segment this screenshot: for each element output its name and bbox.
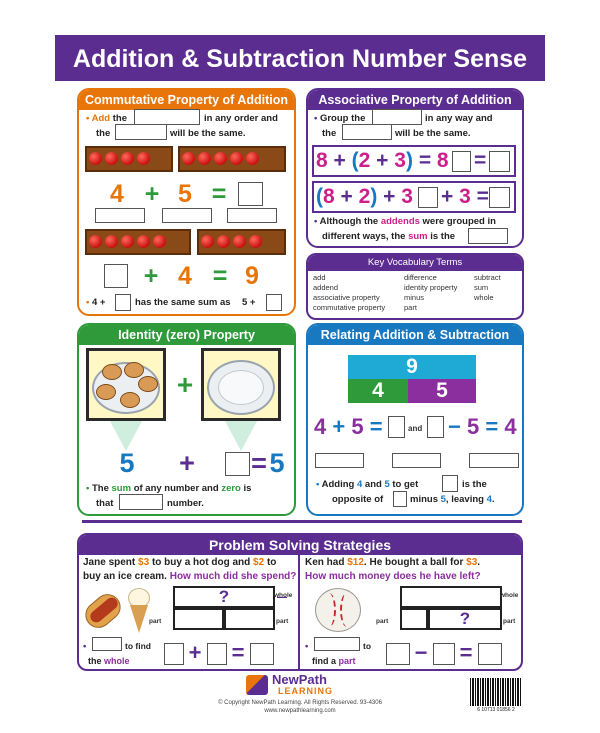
- left-eq-blank-2[interactable]: [207, 643, 227, 665]
- right-question-2: How much money does he have left?: [305, 571, 481, 582]
- commutative-line2-end: will be the same.: [170, 128, 246, 139]
- relating-label-blank-3[interactable]: [469, 453, 519, 468]
- apple-icon: [89, 235, 102, 248]
- comm-label-blank-2[interactable]: [162, 208, 212, 223]
- apple-icon: [153, 235, 166, 248]
- comm-eq1-b: 5: [178, 180, 192, 208]
- logo-text-bottom: LEARNING: [278, 686, 333, 696]
- right-find-to: to: [363, 641, 372, 651]
- beam-left: [110, 421, 142, 451]
- divider: [82, 520, 522, 523]
- left-eq-plus: +: [188, 640, 202, 665]
- plus-sign: +: [176, 369, 194, 400]
- relating-text-blank-2[interactable]: [393, 491, 407, 507]
- apple-icon: [89, 152, 102, 165]
- logo-text-top: NewPath: [272, 672, 327, 687]
- problem-column-divider: [298, 555, 300, 669]
- barcode: [470, 678, 522, 706]
- relating-blank-2[interactable]: [427, 416, 444, 438]
- comm-eq1-answer[interactable]: [238, 182, 263, 206]
- apple-icon: [182, 152, 195, 165]
- assoc-line1: • Group the: [314, 113, 366, 124]
- relating-line1-end: is the: [462, 479, 487, 490]
- cookie-icon: [96, 384, 116, 400]
- associative-heading: Associative Property of Addition: [308, 90, 522, 110]
- vocab-term: sum: [474, 283, 489, 292]
- comm-label-blank-3[interactable]: [227, 208, 277, 223]
- identity-line1: • The sum of any number and zero is: [86, 483, 252, 494]
- vocab-term: subtract: [474, 273, 501, 282]
- vocab-term: add: [313, 273, 326, 282]
- bar-part-1-value: 4: [372, 379, 384, 402]
- apple-icon: [201, 235, 214, 248]
- identity-blank[interactable]: [225, 452, 250, 476]
- right-part-label-2: part: [503, 618, 516, 625]
- assoc-eq1-eq2: =: [474, 149, 487, 172]
- comm-bottom-mid: has the same sum as: [135, 297, 231, 308]
- commutative-line2-the: the: [96, 128, 111, 139]
- comm-bottom-a: • 4 +: [86, 297, 106, 308]
- comm-eq1-a: 4: [110, 180, 124, 208]
- right-model-whole[interactable]: [400, 586, 502, 608]
- cookie-icon: [138, 376, 158, 392]
- apple-icon: [105, 152, 118, 165]
- comm-eq2-op: +: [143, 262, 159, 290]
- baseball-stitch-left: [322, 593, 336, 627]
- problem-heading: Problem Solving Strategies: [79, 535, 521, 555]
- assoc-eq1-answer[interactable]: [489, 151, 510, 172]
- commutative-line1: • Add the: [86, 113, 127, 124]
- apple-icon: [121, 152, 134, 165]
- left-part-label-2: part: [276, 618, 289, 625]
- footer-url: www.newpathlearning.com: [264, 708, 336, 714]
- comm-eq2-blank[interactable]: [104, 264, 128, 288]
- left-find-to: to find: [125, 641, 151, 651]
- apple-icon: [246, 152, 259, 165]
- comm-bottom-blank-1[interactable]: [115, 294, 131, 311]
- left-model-part-2[interactable]: [224, 608, 275, 630]
- relating-eq-right: − 5 = 4: [448, 414, 517, 439]
- relating-text-blank-1[interactable]: [442, 475, 458, 492]
- right-eq-blank-1[interactable]: [386, 643, 410, 665]
- commutative-line1-end: in any order and: [204, 113, 278, 124]
- apple-icon: [249, 235, 262, 248]
- left-eq-answer[interactable]: [250, 643, 274, 665]
- right-answer-label-blank[interactable]: [314, 637, 360, 651]
- commutative-heading: Commutative Property of Addition: [79, 90, 294, 110]
- left-model-unknown: ?: [218, 587, 230, 606]
- right-eq-answer[interactable]: [478, 643, 502, 665]
- left-find-whole: the whole: [88, 656, 130, 666]
- apple-icon: [214, 152, 227, 165]
- right-eq-equals: =: [459, 640, 473, 665]
- comm-eq2-b: 4: [178, 262, 192, 290]
- left-question-2: buy an ice cream. How much did she spend?: [83, 571, 297, 582]
- comm-bottom-blank-2[interactable]: [266, 294, 282, 311]
- cookie-icon: [120, 392, 140, 408]
- assoc-line2-the: the: [322, 128, 337, 139]
- empty-plate-inner: [218, 370, 264, 405]
- comm-eq2-result: 9: [245, 262, 259, 290]
- assoc-eq2-blank-1[interactable]: [418, 187, 438, 208]
- relating-heading: Relating Addition & Subtraction: [308, 325, 522, 345]
- relating-and: and: [408, 424, 423, 433]
- identity-line2-pre: that: [96, 498, 114, 509]
- right-whole-label: whole: [500, 592, 519, 599]
- page-title: Addition & Subtraction Number Sense: [72, 45, 528, 73]
- right-model-part-1[interactable]: [400, 608, 428, 630]
- baseball-stitch-right: [340, 593, 354, 627]
- right-part-label-1: part: [376, 618, 389, 625]
- copyright: © Copyright NewPath Learning. All Rights Reserved. 93-4306: [218, 700, 382, 706]
- word-add: Add: [91, 113, 111, 124]
- comm-eq1-eq: =: [211, 180, 227, 208]
- vocab-term: part: [404, 303, 417, 312]
- left-part-label-1: part: [149, 618, 162, 625]
- bar-part-2-value: 5: [436, 379, 448, 402]
- left-model-part-1[interactable]: [173, 608, 224, 630]
- left-eq-equals: =: [231, 640, 245, 665]
- identity-line2-blank[interactable]: [119, 494, 163, 510]
- comm-eq1-op: +: [144, 180, 160, 208]
- barcode-number: 6 10713 01856 2: [477, 707, 515, 713]
- apple-icon: [198, 152, 211, 165]
- comm-bottom-b: 5 +: [242, 297, 256, 308]
- relating-eq-left: 4 + 5 =: [314, 414, 383, 439]
- identity-line2-end: number.: [167, 498, 204, 509]
- assoc-blank-1[interactable]: [372, 109, 422, 125]
- vocab-term: whole: [474, 293, 494, 302]
- relating-line1: • Adding 4 and 5 to get: [316, 479, 419, 490]
- commutative-blank-1[interactable]: [134, 109, 200, 125]
- logo-icon: [246, 675, 268, 695]
- right-eq-minus: −: [414, 640, 428, 665]
- beam-right: [225, 421, 257, 451]
- comm-eq2-eq: =: [212, 262, 228, 290]
- vocab-term: minus: [404, 293, 425, 302]
- vocab-term: addend: [313, 283, 339, 292]
- assoc-eq1-blank-1[interactable]: [452, 151, 471, 172]
- identity-a: 5: [119, 448, 135, 478]
- bar-whole-value: 9: [406, 355, 418, 378]
- identity-result: 5: [269, 448, 285, 478]
- relating-line2-pre: opposite of: [332, 494, 384, 505]
- apple-icon: [105, 235, 118, 248]
- left-answer-label-blank[interactable]: [92, 637, 122, 651]
- right-model-unknown: ?: [459, 609, 471, 628]
- vocab-term: difference: [404, 273, 437, 282]
- right-question-1: Ken had $12. He bought a ball for $3.: [305, 557, 481, 568]
- cookie-icon: [124, 362, 144, 378]
- apple-icon: [137, 235, 150, 248]
- relating-line2-rest: minus 5, leaving 4.: [410, 494, 495, 505]
- assoc-note-line2: different ways, the sum is the: [322, 231, 456, 242]
- vocab-term: identity property: [404, 283, 458, 292]
- right-find-part: find a part: [312, 656, 356, 666]
- assoc-eq2-answer[interactable]: [489, 187, 510, 208]
- assoc-note-line1: • Although the addends were grouped in: [314, 216, 496, 227]
- apple-icon: [217, 235, 230, 248]
- identity-op: +: [179, 448, 195, 478]
- assoc-eq2-rest: + 3 =: [441, 185, 489, 208]
- relating-blank-1[interactable]: [388, 416, 405, 438]
- assoc-eq2: (8 + 2) + 3: [316, 185, 413, 208]
- comm-label-blank-1[interactable]: [95, 208, 145, 223]
- assoc-line1-end: in any way and: [425, 113, 493, 124]
- relating-label-blank-2[interactable]: [392, 453, 441, 468]
- right-eq-blank-2[interactable]: [433, 643, 455, 665]
- apple-icon: [233, 235, 246, 248]
- apple-icon: [230, 152, 243, 165]
- ice-cream-cone-icon: [130, 605, 148, 633]
- left-eq-blank-1[interactable]: [164, 643, 184, 665]
- apple-icon: [121, 235, 134, 248]
- commutative-blank-2[interactable]: [115, 124, 167, 140]
- relating-label-blank-1[interactable]: [315, 453, 364, 468]
- left-whole-label: whole: [274, 592, 293, 599]
- left-question-1: Jane spent $3 to buy a hot dog and $2 to: [83, 557, 277, 568]
- identity-eq: =: [251, 448, 267, 478]
- assoc-eq1: 8 + (2 + 3) = 8: [316, 149, 449, 172]
- cookie-icon: [102, 364, 122, 380]
- left-bullet: •: [83, 641, 87, 652]
- vocab-term: associative property: [313, 293, 380, 302]
- vocabulary-heading: Key Vocabulary Terms: [308, 255, 522, 271]
- identity-heading: Identity (zero) Property: [79, 325, 294, 345]
- vocab-term: commutative property: [313, 303, 386, 312]
- assoc-note-blank[interactable]: [468, 228, 508, 244]
- apple-icon: [137, 152, 150, 165]
- assoc-line2-end: will be the same.: [395, 128, 471, 139]
- right-bullet: •: [305, 641, 309, 652]
- assoc-blank-2[interactable]: [342, 124, 392, 140]
